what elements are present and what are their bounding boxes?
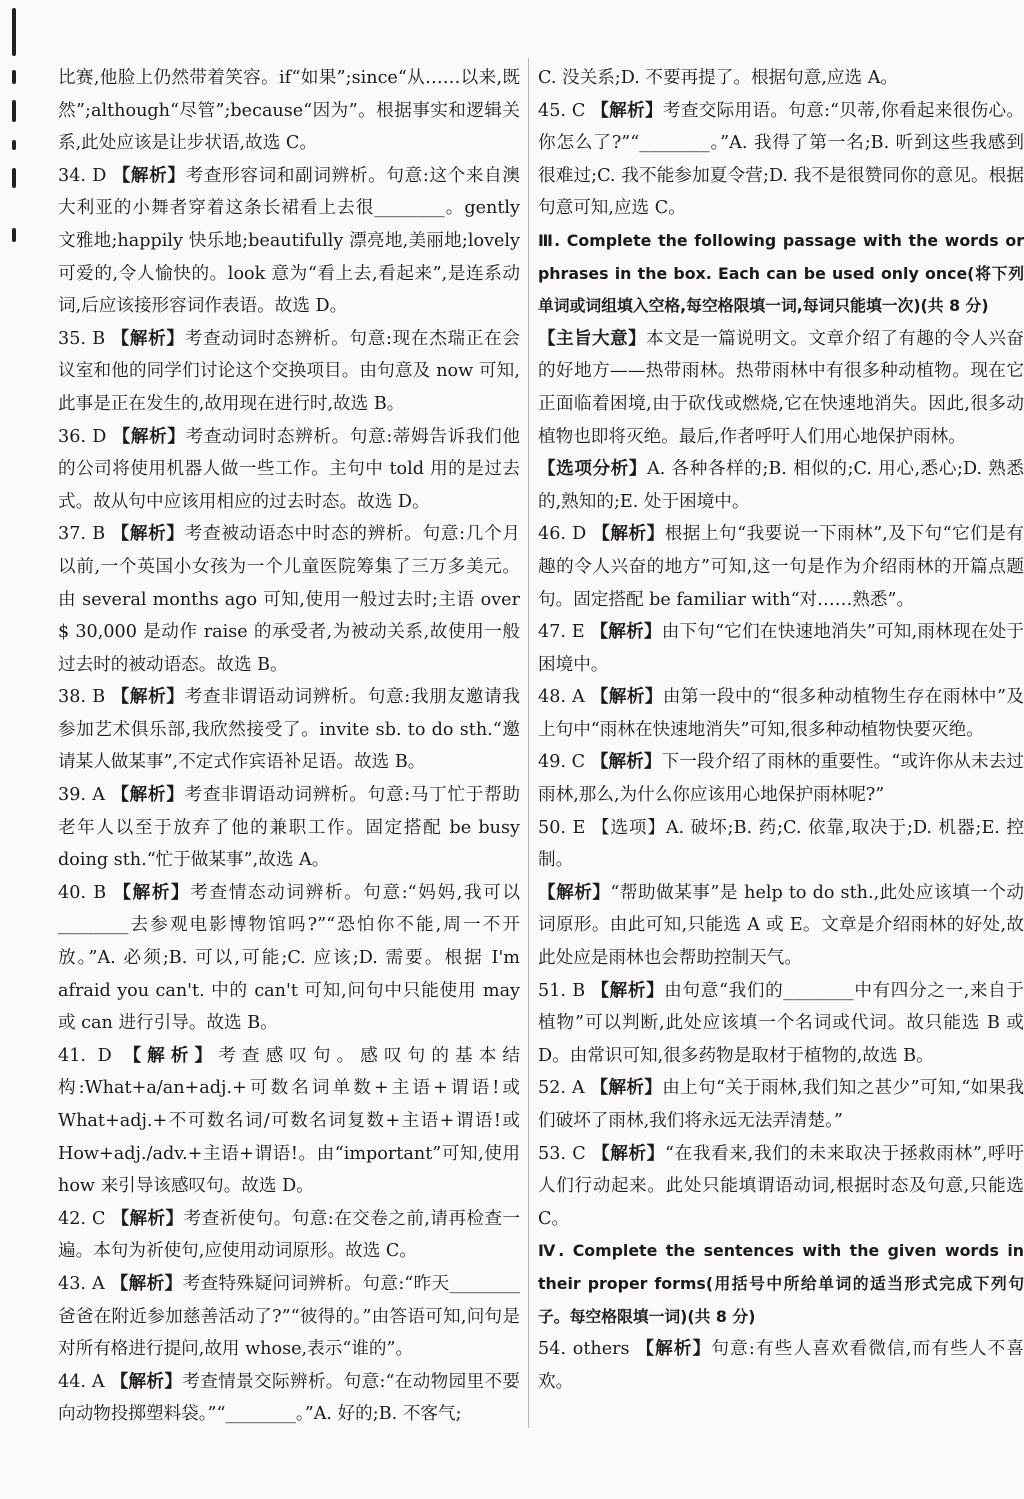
analysis-tag: 【解析】 [112,164,186,186]
right-column [538,62,1024,1398]
explanation-text: “在我看来,我们的未来取决于拯救雨林”,呼吁人们行动起来。此处只能填谓语动词,根据时态及句意,只能选 C。 [538,1143,1024,1229]
column-divider [528,58,529,1428]
answer-number: 48. A [538,687,585,708]
answer-number: 38. B [58,687,106,708]
continuation-text [538,812,1024,877]
analysis-tag: 【主旨大意】 [538,327,647,349]
explanation-text: 由第一段中的“很多种动植物生存在雨林中”及上句中“雨林在快速地消失”可知,很多种动植物快要灭绝。 [538,687,1024,740]
left-column [58,62,520,1431]
analysis-tag: 【解析】 [111,523,185,545]
explanation-text: “帮助做某事”是 help to do sth.,此处应该填一个动词原形。由此可知,只能选 A 或 E。文章是介绍雨林的好处,故此处应是雨林也会帮助控制天气。 [538,882,1024,969]
answer-item [58,779,520,877]
continuation-text [538,877,1024,975]
analysis-tag: 【解析】 [123,1044,219,1066]
explanation-text: 考查特殊疑问词辨析。句意:“昨天________爸爸在附近参加慈善活动了?”“彼得的。”由答语可知,问句是对所有格进行提问,故用 whose,表示“谁的”。 [58,1273,520,1360]
answer-number: 52. A [538,1078,585,1099]
answer-item [58,518,520,681]
binding-edge-marks [4,0,26,260]
answer-number: 44. A [58,1371,105,1392]
explanation-text: 考查动词时态辨析。句意:蒂姆告诉我们他的公司将使用机器人做一些工作。主句中 told 用的是过去式。故从句中应该用相应的过去时态。故选 D。 [58,426,520,512]
analysis-tag: 【解析】 [113,881,191,903]
answer-item [58,160,520,323]
answer-number: 41. D [58,1045,112,1066]
analysis-tag: 【解析】 [591,1142,665,1164]
analysis-tag: 【解析】 [590,686,663,708]
answer-item [538,616,1024,681]
answer-number: 54. others [538,1339,630,1360]
answer-number: 46. D [538,524,587,545]
answer-item [58,1366,520,1431]
explanation-text: 考查情景交际辨析。句意:“在动物园里不要向动物投掷塑料袋。”“________。”A. 好的;B. 不客气; [58,1371,520,1425]
explanation-text: 本文是一篇说明文。文章介绍了有趣的令人兴奋的好地方——热带雨林。热带雨林中有很多种动植物。现在它正面临着困境,由于砍伐或燃烧,它在快速地消失。因此,很多动植物也即将灭绝。最后,作者呼吁人们用心地保护雨林。 [538,328,1024,447]
answer-number: 45. C [538,100,586,121]
explanation-text: 考查情态动词辨析。句意:“妈妈,我可以________去参观电影博物馆吗?”“恐怕你不能,周一不开放。”A. 必须;B. 可以,可能;C. 应该;D. 需要。根据 I'm afraid you can't. 中的 can't 可知,问句中只能使用 may 或 can 进行引导。故选 B。 [58,882,520,1034]
answer-item [538,1333,1024,1398]
section-heading-text: Ⅲ. Complete the following passage with the words or phrases in the box. Each can be used only once(将下列单词或词组填入空格,每空格限填一词,每词只能填一次)(共 8 分) [538,230,1024,316]
analysis-tag: 【解析】 [592,523,665,545]
answer-item [58,421,520,519]
answer-number: 42. C [58,1208,106,1229]
explanation-text: C. 没关系;D. 不要再提了。根据句意,应选 A。 [538,68,899,88]
answer-number: 53. C [538,1143,586,1164]
explanation-text: 考查交际用语。句意:“贝蒂,你看起来很伤心。你怎么了?”“________。”A. 我得了第一名;B. 听到这些我感到很难过;C. 我不能参加夏令营;D. 我不是很赞同你的意见。根据句意可知,应选 C。 [538,100,1024,219]
continuation-text [538,323,1024,453]
explanation-text: 考查非谓语动词辨析。句意:我朋友邀请我参加艺术俱乐部,我欣然接受了。invite sb. to do sth.“邀请某人做某事”,不定式作宾语补足语。故选 B。 [58,687,520,773]
analysis-tag: 【解析】 [111,1207,184,1229]
answer-number: 47. E [538,622,585,643]
explanation-text: 由上句“关于雨林,我们知之甚少”可知,“如果我们破坏了雨林,我们将永远无法弄清楚。” [538,1078,1024,1131]
explanation-text: 句意:有些人喜欢看微信,而有些人不喜欢。 [538,1339,1024,1392]
analysis-tag: 【解析】 [636,1338,712,1360]
explanation-text: 考查动词时态辨析。句意:现在杰瑞正在会议室和他的同学们讨论这个交换项目。由句意及 now 可知,此事是正在发生的,故用现在进行时,故选 B。 [58,328,520,414]
section-heading [538,1235,1024,1333]
continuation-text [538,453,1024,518]
analysis-tag: 【解析】 [538,881,611,903]
answer-number: 49. C [538,752,586,773]
explanation-text: 考查形容词和副词辨析。句意:这个来自澳大利亚的小舞者穿着这条长裙看上去很________。gently 文雅地;happily 快乐地;beautifully 漂亮地,美丽地;lovely 可爱的,令人愉快的。look 意为“看上去,看起来”,是连系动词,后应该接形容词作表语。故选 D。 [58,165,520,317]
explanation-text: 由下句“它们在快速地消失”可知,雨林现在处于困境中。 [538,622,1024,675]
answer-item [538,518,1024,616]
explanation-text: 50. E 【选项】A. 破坏;B. 药;C. 依靠,取决于;D. 机器;E. 控制。 [538,817,1024,871]
answer-item [538,975,1024,1073]
answer-number: 43. A [58,1273,105,1294]
explanation-text: 考查感叹句。感叹句的基本结构:What+a/an+adj.+可数名词单数+主语+谓语!或 What+adj.+不可数名词/可数名词复数+主语+谓语!或 How+adj./adv.+主语+谓语!。由“important”可知,使用 how 来引导该感叹句。故选 D。 [58,1045,520,1197]
answer-item [58,1268,520,1366]
explanation-text: 下一段介绍了雨林的重要性。“或许你从未去过雨林,那么,为什么你应该用心地保护雨林呢?” [538,752,1024,806]
explanation-text: 考查祈使句。句意:在交卷之前,请再检查一遍。本句为祈使句,应使用动词原形。故选 C。 [58,1208,520,1262]
explanation-text: 考查被动语态中时态的辨析。句意:几个月以前,一个英国小女孩为一个儿童医院筹集了三万多美元。由 several months ago 可知,使用一般过去时;主语 over $ 30,000 是动作 raise 的承受者,为被动关系,故使用一般过去时的被动语态。故选 B。 [58,524,520,675]
explanation-text: 比赛,他脸上仍然带着笑容。if“如果”;since“从……以来,既然”;although“尽管”;because“因为”。根据事实和逻辑关系,此处应该是让步状语,故选 C。 [58,68,520,154]
analysis-tag: 【解析】 [590,751,662,773]
explanation-text: 考查非谓语动词辨析。句意:马丁忙于帮助老年人以至于放弃了他的兼职工作。固定搭配 be busy doing sth.“忙于做某事”,故选 A。 [58,785,520,871]
section-heading-text: Ⅳ. Complete the sentences with the given words in their proper forms(用括号中所给单词的适当形式完成下列句子。每空格限填一词)(共 8 分) [538,1241,1024,1326]
answer-number: 37. B [58,524,106,545]
analysis-tag: 【解析】 [590,1077,663,1099]
answer-item [538,1072,1024,1137]
answer-item [538,681,1024,746]
explanation-text: A. 各种各样的;B. 相似的;C. 用心,悉心;D. 熟悉的,熟知的;E. 处于困境中。 [538,459,1024,512]
answer-number: 34. D [58,165,107,186]
answer-item [58,1203,520,1268]
analysis-tag: 【解析】 [111,327,185,349]
answer-number: 36. D [58,426,107,447]
analysis-tag: 【解析】 [111,686,185,708]
analysis-tag: 【选项分析】 [538,458,648,480]
answer-number: 40. B [58,882,107,903]
analysis-tag: 【解析】 [110,1272,183,1294]
analysis-tag: 【解析】 [591,99,663,121]
answer-item [538,746,1024,811]
section-heading [538,225,1024,323]
analysis-tag: 【解析】 [110,1370,183,1392]
continuation-text [58,62,520,160]
explanation-text: 由句意“我们的________中有四分之一,来自于植物”可以判断,此处应该填一个名词或代词。故只能选 B 或 D。由常识可知,很多药物是取材于植物的,故选 B。 [538,980,1024,1066]
explanation-text: 根据上句“我要说一下雨林”,及下句“它们是有趣的令人兴奋的地方”可知,这一句是作为介绍雨林的开篇点题句。固定搭配 be familiar with“对……熟悉”。 [538,524,1024,610]
answer-number: 35. B [58,328,106,349]
analysis-tag: 【解析】 [111,784,185,806]
analysis-tag: 【解析】 [112,425,186,447]
answer-item [58,323,520,421]
answer-number: 51. B [538,980,586,1001]
answer-item [538,95,1024,225]
answer-item [58,877,520,1040]
answer-item [58,1040,520,1203]
answer-item [538,1138,1024,1236]
continuation-text [538,62,1024,95]
analysis-tag: 【解析】 [590,621,662,643]
answer-number: 39. A [58,785,105,806]
analysis-tag: 【解析】 [591,979,665,1001]
answer-item [58,681,520,779]
